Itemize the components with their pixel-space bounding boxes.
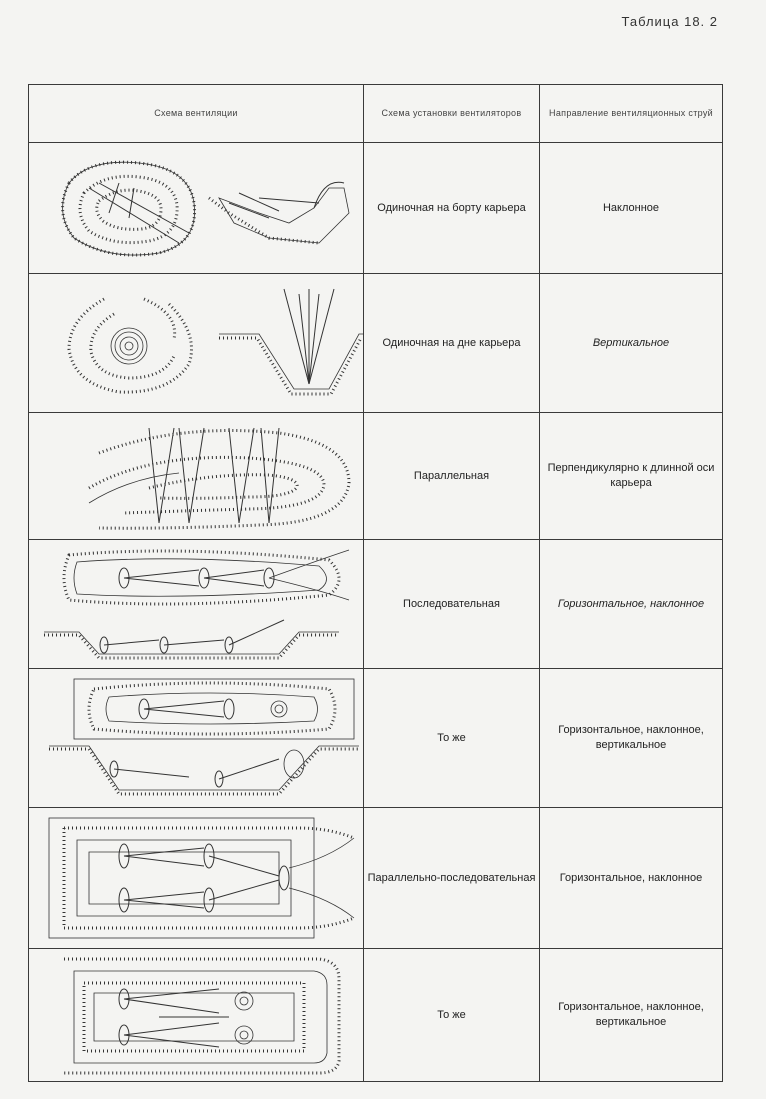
scheme-diagram-3	[29, 413, 364, 539]
scheme-diagram-5	[29, 669, 364, 807]
ventilation-table	[28, 84, 723, 1082]
direction-cell: Горизонтальное, наклонное, вертикальное	[540, 949, 723, 1082]
table-row	[29, 669, 723, 808]
header-row	[29, 85, 723, 143]
table-caption: Таблица 18. 2	[621, 14, 718, 29]
installation-cell: Одиночная на борту карьера	[364, 143, 540, 274]
scheme-diagram-6	[29, 808, 364, 948]
scheme-cell	[29, 540, 364, 669]
scheme-cell	[29, 949, 364, 1082]
direction-cell: Перпендикулярно к длинной оси карьера	[540, 413, 723, 540]
table-row	[29, 808, 723, 949]
direction-cell: Горизонтальное, наклонное, вертикальное	[540, 669, 723, 808]
table-row	[29, 540, 723, 669]
table-row	[29, 413, 723, 540]
scheme-cell	[29, 808, 364, 949]
header-direction: Направление вентиляционных струй	[540, 85, 723, 143]
installation-cell: Параллельно-последовательная	[364, 808, 540, 949]
installation-cell: То же	[364, 949, 540, 1082]
scheme-diagram-7	[29, 949, 364, 1081]
direction-cell: Горизонтальное, наклонное	[540, 540, 723, 669]
table-row	[29, 274, 723, 413]
table-row	[29, 143, 723, 274]
scheme-cell	[29, 669, 364, 808]
direction-cell: Вертикальное	[540, 274, 723, 413]
direction-cell: Горизонтальное, наклонное	[540, 808, 723, 949]
installation-cell: Одиночная на дне карьера	[364, 274, 540, 413]
installation-cell: Параллельная	[364, 413, 540, 540]
table-row	[29, 949, 723, 1082]
scheme-cell	[29, 143, 364, 274]
scheme-diagram-4	[29, 540, 364, 668]
scheme-diagram-2	[29, 274, 364, 412]
installation-cell: Последовательная	[364, 540, 540, 669]
installation-cell: То же	[364, 669, 540, 808]
scheme-cell	[29, 274, 364, 413]
header-scheme: Схема вентиляции	[29, 85, 364, 143]
scheme-diagram-1	[29, 143, 364, 273]
direction-cell: Наклонное	[540, 143, 723, 274]
scheme-cell	[29, 413, 364, 540]
header-installation: Схема установки вентиляторов	[364, 85, 540, 143]
